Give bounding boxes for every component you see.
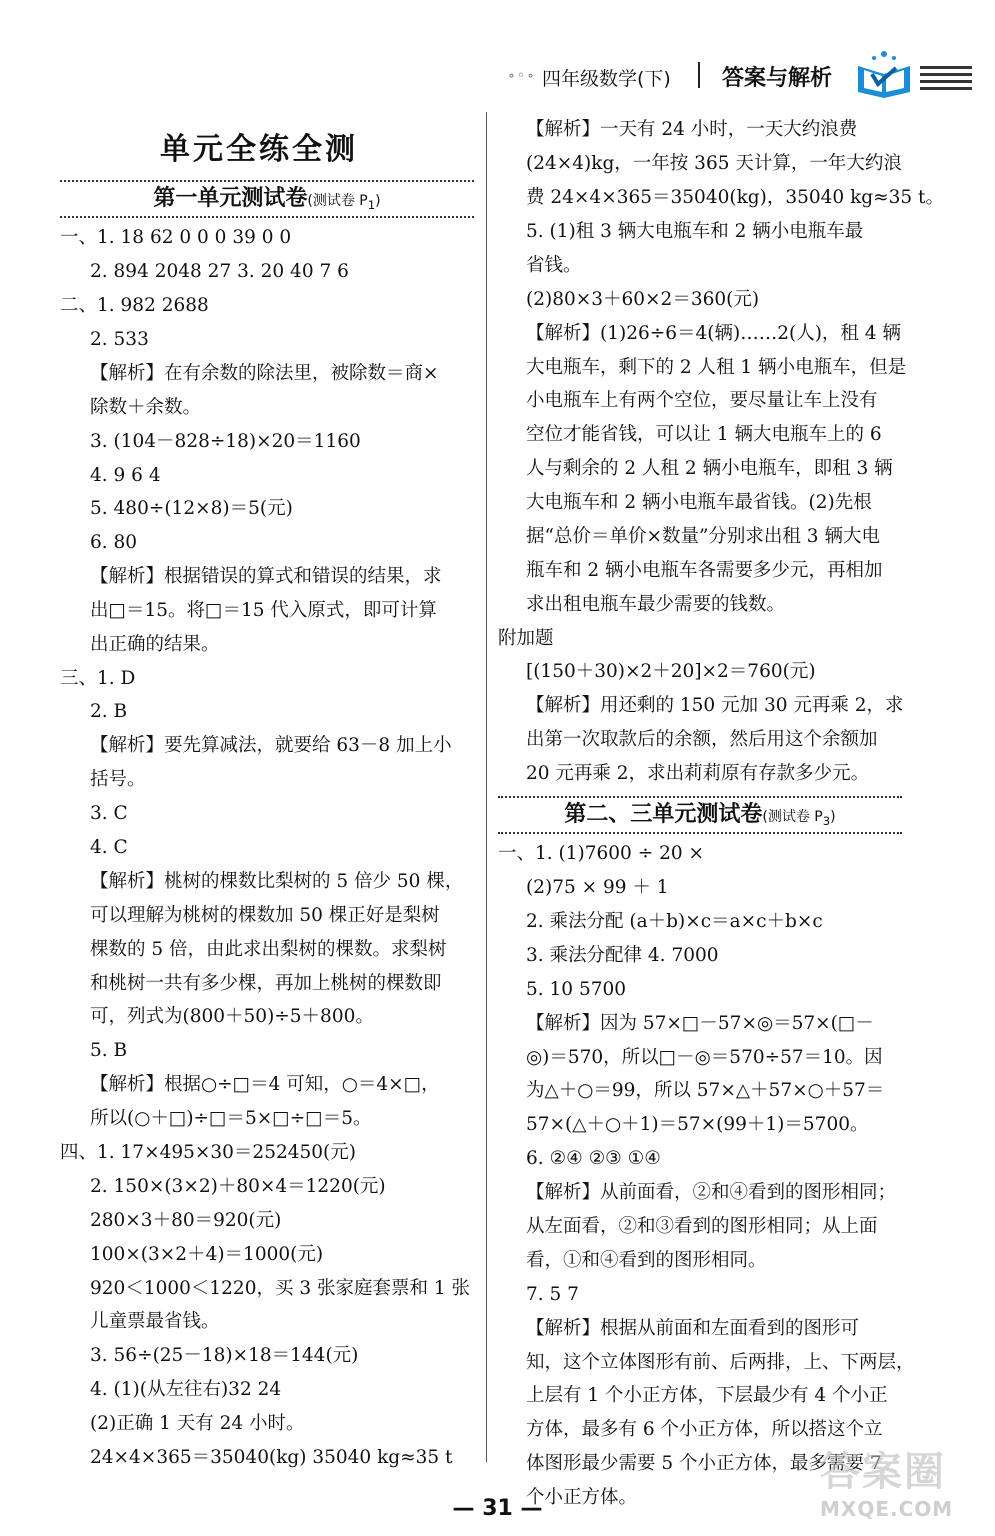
answer-line: (24×4)kg，一年按 365 天计算，一年大约浪 — [526, 153, 902, 174]
answer-line: 出□＝15。将□＝15 代入原式，即可计算 — [90, 600, 437, 621]
column-divider — [486, 112, 487, 1462]
answer-line: 6. 80 — [90, 532, 138, 553]
answer-line: ◎)＝570，所以□－◎＝570÷57＝10。因 — [526, 1047, 883, 1068]
answer-line: 【解析】根据错误的算式和错误的结果，求 — [90, 566, 442, 587]
answer-line: 除数＋余数。 — [90, 397, 202, 418]
unit-2-title: 第二、三单元测试卷 — [564, 802, 763, 827]
answer-line: 2. B — [90, 701, 128, 722]
answer-line: 2. 乘法分配 (a＋b)×c＝a×c＋b×c — [526, 911, 823, 932]
answer-line: (2)正确 1 天有 24 小时。 — [90, 1413, 305, 1434]
answer-line: 三、1. D — [60, 668, 136, 689]
answer-line: 3. 56÷(25－18)×18＝144(元) — [90, 1345, 359, 1366]
watermark-line-1: 答案圈 — [820, 1449, 946, 1495]
answer-line: 【解析】在有余数的除法里，被除数＝商× — [90, 363, 439, 384]
answer-line: 大电瓶车和 2 辆小电瓶车最省钱。(2)先根 — [526, 492, 872, 513]
answer-line: (2)80×3＋60×2＝360(元) — [526, 289, 760, 310]
answer-line: 5. 480÷(12×8)＝5(元) — [90, 498, 293, 519]
answer-line: 【解析】桃树的棵数比梨树的 5 倍少 50 棵， — [90, 871, 464, 892]
answer-line: 据“总价＝单价×数量”分别求出租 3 辆大电 — [526, 526, 880, 547]
answer-line: 棵数的 5 倍，由此求出梨树的棵数。求梨树 — [90, 939, 447, 960]
answer-line: 费 24×4×365＝35040(kg)，35040 kg≈35 t。 — [526, 187, 944, 208]
unit-1-title: 第一单元测试卷 — [153, 186, 308, 211]
answer-line: 5. B — [90, 1040, 128, 1061]
answer-line: 3. 乘法分配律 4. 7000 — [526, 945, 719, 966]
answer-line: 【解析】从前面看，②和④看到的图形相同； — [526, 1182, 897, 1203]
unit-2-subtitle: (测试卷 $P_3$) — [762, 809, 836, 828]
page-number: — 31 — — [452, 1496, 543, 1521]
answer-line: 5. 10 5700 — [526, 979, 627, 1000]
answer-line: 求出租电瓶车最少需要的钱数。 — [526, 594, 786, 615]
unit-1-subtitle: (测试卷 $P_1$) — [307, 193, 381, 212]
answer-line: 20 元再乘 2，求出莉莉原有存款多少元。 — [526, 763, 870, 784]
page-header — [500, 44, 980, 104]
answer-line: 人与剩余的 2 人租 2 辆小电瓶车，即租 3 辆 — [526, 458, 893, 479]
decor-dots: ∘◦∘ — [508, 68, 536, 84]
answer-line: 【解析】因为 57×□－57×◎＝57×(□－ — [526, 1013, 874, 1034]
answer-line: 24×4×365＝35040(kg) 35040 kg≈35 t — [90, 1447, 453, 1468]
answer-line: 省钱。 — [526, 255, 582, 276]
answer-line: 【解析】一天有 24 小时，一天大约浪费 — [526, 119, 858, 140]
answer-line: 一、1. (1)7600 ÷ 20 × — [498, 843, 705, 864]
answer-line: 920＜1000＜1220，买 3 张家庭套票和 1 张 — [90, 1278, 471, 1299]
answer-line: 3. C — [90, 803, 128, 824]
watermark — [820, 1440, 990, 1530]
answer-line: [(150＋30)×2＋20]×2＝760(元) — [526, 661, 816, 682]
answer-line: 为△＋○＝99，所以 57×△＋57×○＋57＝ — [526, 1080, 885, 1101]
header-title: 答案与解析 — [722, 66, 833, 91]
header-rule-lines — [920, 66, 972, 94]
answer-line: 2. 150×(3×2)＋80×4＝1220(元) — [90, 1176, 386, 1197]
answer-line: 出正确的结果。 — [90, 634, 220, 655]
unit-2-heading — [498, 796, 902, 834]
answer-line: 【解析】根据从前面和左面看到的图形可 — [526, 1318, 860, 1339]
answer-line: 可以理解为桃树的棵数加 50 棵正好是梨树 — [90, 905, 440, 926]
answer-line: 知，这个立体图形有前、后两排，上、下两层， — [526, 1352, 915, 1373]
section-title: 单元全练全测 — [160, 132, 358, 167]
header-separator — [698, 62, 700, 88]
answer-line: 【解析】根据○÷□＝4 可知，○＝4×□， — [90, 1074, 440, 1095]
answer-line: 瓶车和 2 辆小电瓶车各需要多少元，再相加 — [526, 560, 883, 581]
answer-line: 附加题 — [498, 628, 554, 649]
answer-line: 【解析】要先算减法，就要给 63－8 加上小 — [90, 735, 452, 756]
header-grade: 四年级数学(下) — [542, 68, 671, 90]
book-logo-icon — [852, 46, 916, 100]
answer-line: 方体，最多有 6 个小正方体，所以搭这个立 — [526, 1419, 883, 1440]
answer-line: 出第一次取款后的余额，然后用这个余额加 — [526, 729, 878, 750]
answer-line: 小电瓶车上有两个空位，要尽量让车上没有 — [526, 390, 878, 411]
answer-line: 儿童票最省钱。 — [90, 1311, 220, 1332]
answer-line: 7. 5 7 — [526, 1284, 579, 1305]
answer-line: 从左面看，②和③看到的图形相同；从上面 — [526, 1216, 878, 1237]
answer-line: 【解析】用还剩的 150 元加 30 元再乘 2，求 — [526, 695, 904, 716]
answer-line: 所以(○＋□)÷□＝5×□÷□＝5。 — [90, 1108, 372, 1129]
answer-line: 2. 533 — [90, 329, 149, 350]
answer-line: 100×(3×2＋4)＝1000(元) — [90, 1244, 324, 1265]
watermark-line-2: MXQE.COM — [820, 1497, 954, 1521]
answer-line: 4. 9 6 4 — [90, 465, 161, 486]
answer-line: 体图形最少需要 5 个小正方体，最多需要 7 — [526, 1453, 882, 1474]
answer-line: 二、1. 982 2688 — [60, 295, 209, 316]
answer-line: 空位才能省钱，可以让 1 辆大电瓶车上的 6 — [526, 424, 882, 445]
answer-line: 280×3＋80＝920(元) — [90, 1210, 282, 1231]
answer-line: 大电瓶车，剩下的 2 人租 1 辆小电瓶车，但是 — [526, 357, 907, 378]
answer-line: 看，①和④看到的图形相同。 — [526, 1250, 767, 1271]
answer-line: 四、1. 17×495×30＝252450(元) — [60, 1142, 356, 1163]
answer-line: 【解析】(1)26÷6＝4(辆)……2(人)，租 4 辆 — [526, 323, 901, 344]
answer-line: 57×(△＋○＋1)＝57×(99＋1)＝5700。 — [526, 1114, 869, 1135]
answer-line: 2. 894 2048 27 3. 20 40 7 6 — [90, 261, 349, 282]
unit-1-heading — [60, 180, 474, 218]
answer-line: 可，列式为(800＋50)÷5＋800。 — [90, 1006, 374, 1027]
answer-line: 5. (1)租 3 辆大电瓶车和 2 辆小电瓶车最 — [526, 221, 864, 242]
answer-line: 6. ②④ ②③ ①④ — [526, 1148, 661, 1169]
answer-line: 括号。 — [90, 769, 146, 790]
answer-line: 4. (1)(从左往右)32 24 — [90, 1379, 282, 1400]
answer-line: 上层有 1 个小正方体，下层最少有 4 个小正 — [526, 1385, 888, 1406]
answer-line: 一、1. 18 62 0 0 0 39 0 0 — [60, 227, 292, 248]
answer-line: 4. C — [90, 837, 128, 858]
answer-line: (2)75 × 99 ＋ 1 — [526, 877, 669, 898]
answer-line: 和桃树一共有多少棵，再加上桃树的棵数即 — [90, 973, 442, 994]
answer-line: 个小正方体。 — [526, 1487, 638, 1508]
answer-line: 3. (104－828÷18)×20＝1160 — [90, 431, 361, 452]
